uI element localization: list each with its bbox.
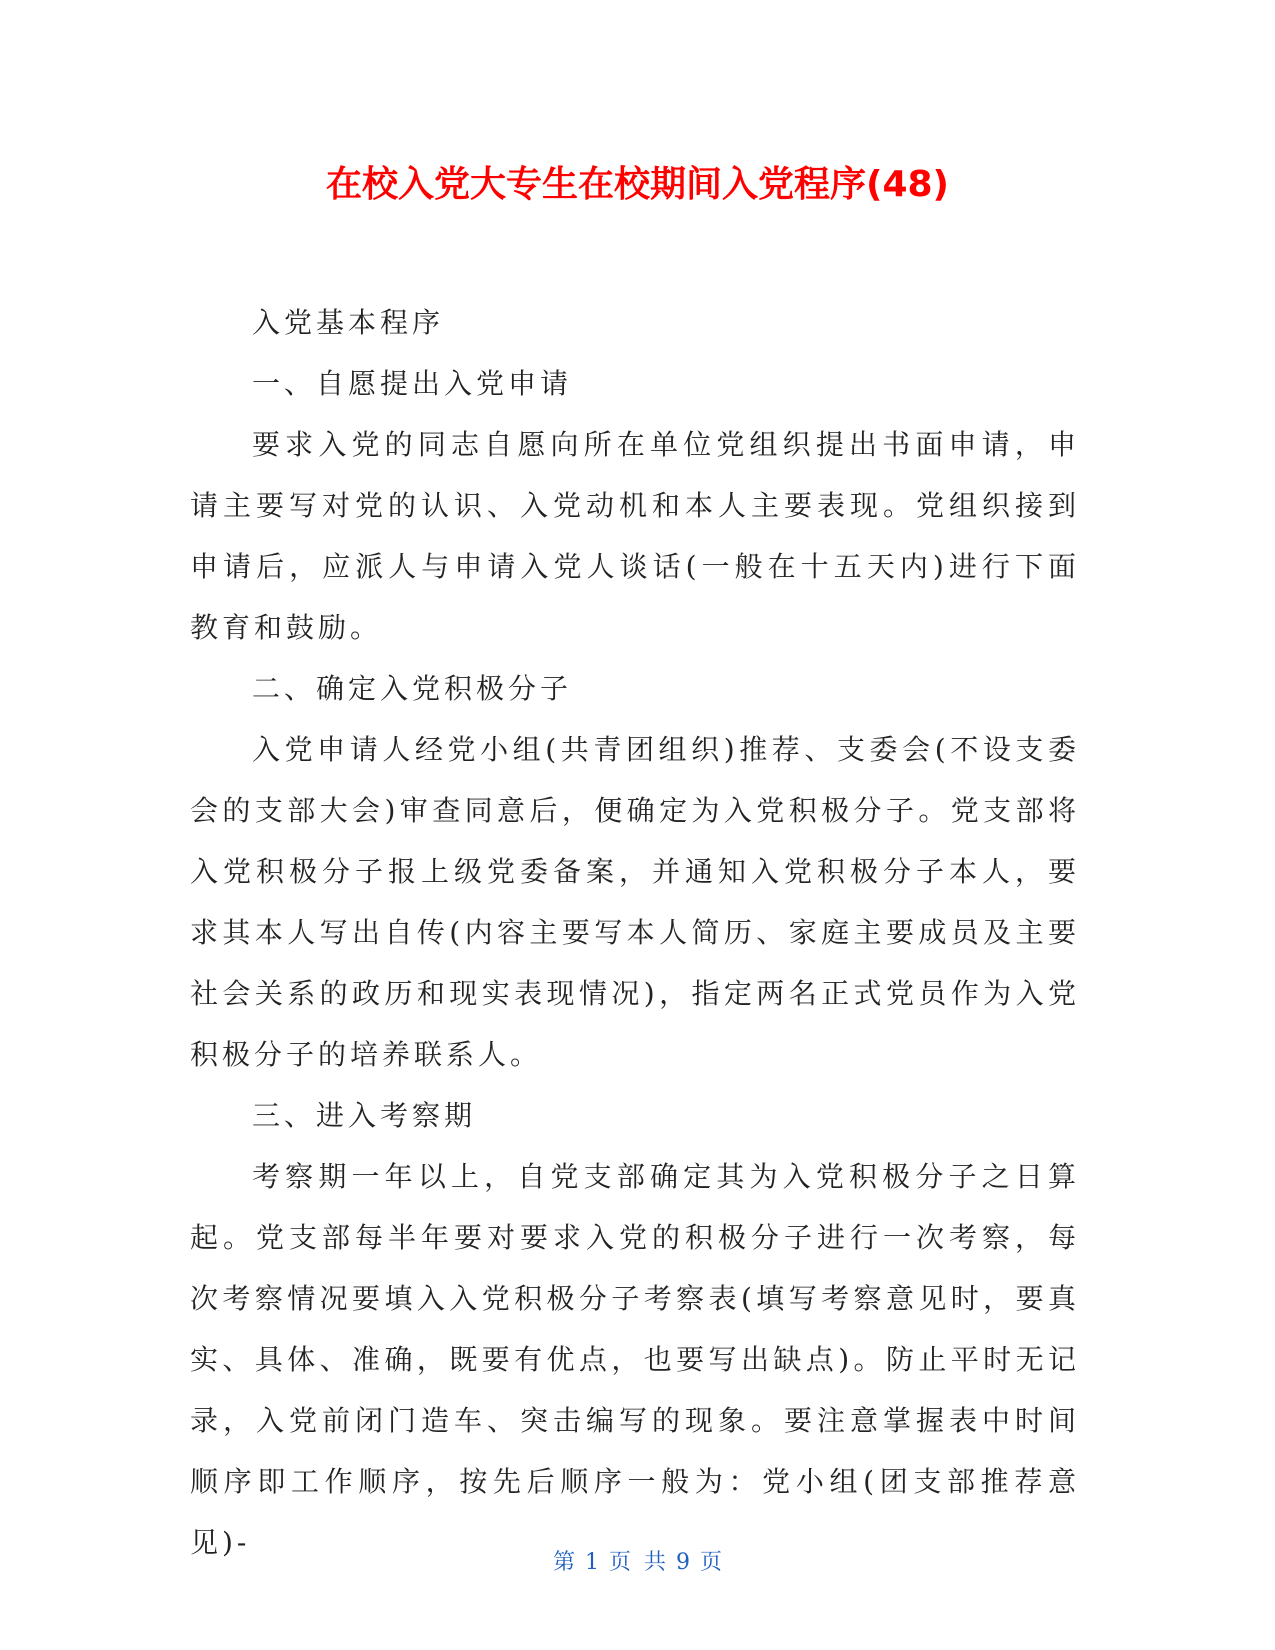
paragraph: 入党申请人经党小组(共青团组织)推荐、支委会(不设支委会的支部大会)审查同意后，便确定为入党积极分子。党支部将入党积极分子报上级党委备案，并通知入党积极分子本人，要求其本人写出自传(内容主要写本人简历、家庭主要成员及主要社会关系的政历和现实表现情况)，指定两名正式党员作为入党积极分子的培养联系人。 bbox=[190, 733, 1080, 1071]
section-heading-1: 一、自愿提出入党申请 bbox=[252, 367, 573, 400]
section-heading-2: 二、确定入党积极分子 bbox=[252, 672, 573, 705]
document-title: 在校入党大专生在校期间入党程序(48) bbox=[325, 164, 949, 205]
page-footer bbox=[0, 1548, 1275, 1578]
paragraph: 要求入党的同志自愿向所在单位党组织提出书面申请，申请主要写对党的认识、入党动机和本人主要表现。党组织接到申请后，应派人与申请入党人谈话(一般在十五天内)进行下面教育和鼓励。 bbox=[190, 428, 1080, 644]
paragraph: 考察期一年以上，自党支部确定其为入党积极分子之日算起。党支部每半年要对要求入党的积极分子进行一次考察，每次考察情况要填入入党积极分子考察表(填写考察意见时，要真实、具体、准确，既要有优点，也要写出缺点)。防止平时无记录，入党前闭门造车、突击编写的现象。要注意掌握表中时间顺序即工作顺序，按先后顺序一般为：党小组(团支部推荐意见)- bbox=[190, 1160, 1080, 1559]
footer-total-pages: 9 bbox=[676, 1550, 690, 1575]
footer-page-number: 1 bbox=[585, 1550, 599, 1575]
footer-suffix: 页 bbox=[700, 1550, 723, 1575]
document-body bbox=[190, 292, 1080, 1573]
paragraph-heading: 入党基本程序 bbox=[252, 306, 445, 339]
footer-middle: 页 共 bbox=[609, 1550, 666, 1575]
footer-prefix: 第 bbox=[552, 1550, 575, 1575]
section-heading-3: 三、进入考察期 bbox=[252, 1099, 477, 1132]
